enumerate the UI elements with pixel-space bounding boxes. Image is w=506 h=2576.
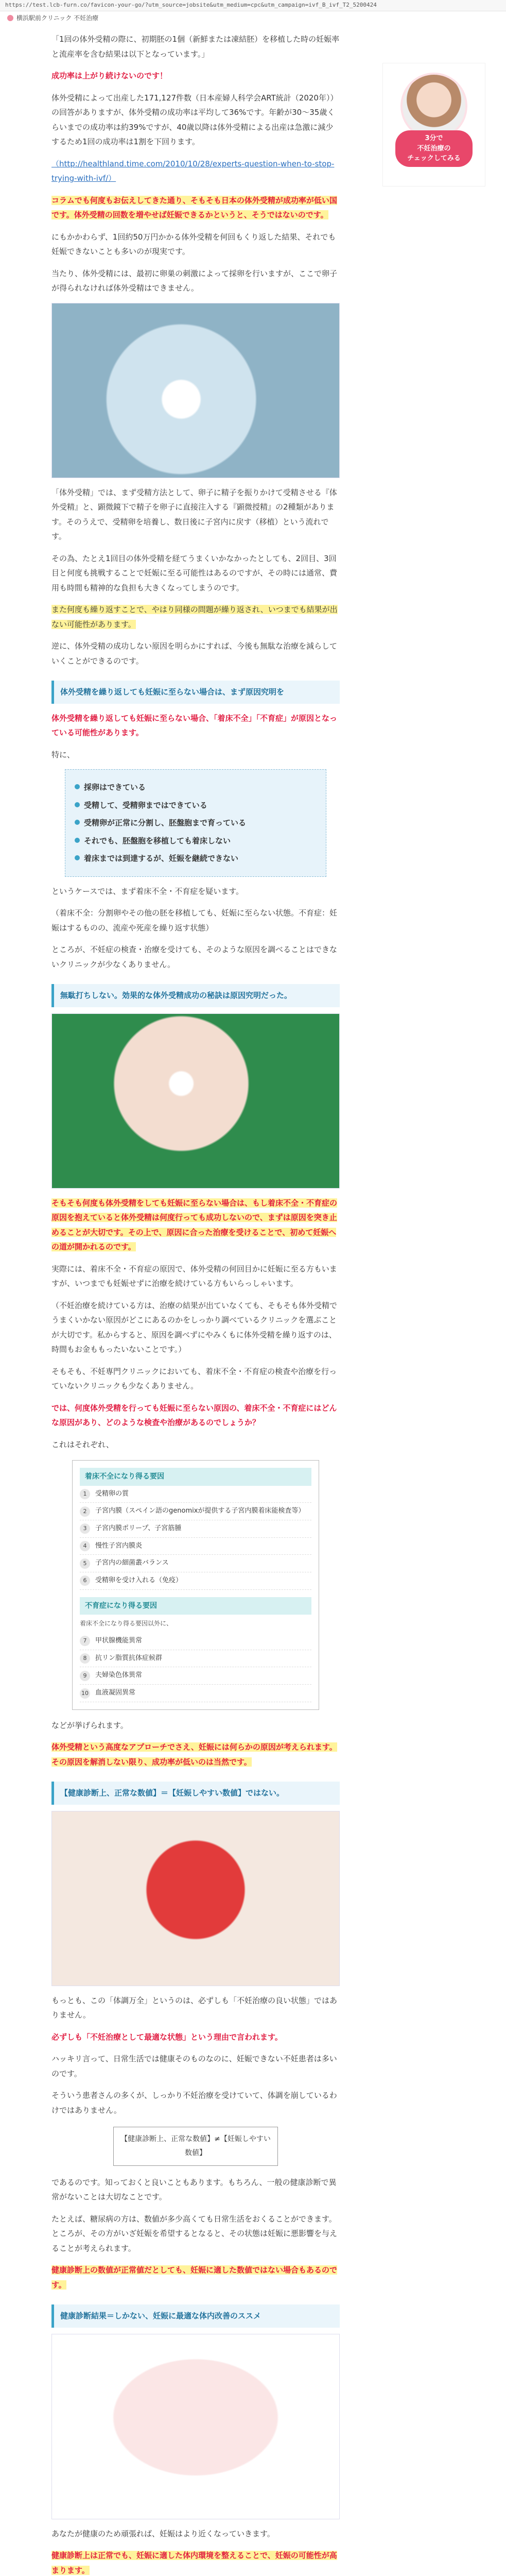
cause-item: 2 子宮内膜（スペイン語のgenomixが提供する子宮内膜着床能検査等） — [80, 1503, 311, 1520]
article-paragraph: 当たり、体外受精には、最初に卵巣の刺激によって採卵を行いますが、ここで卵子が得られなければ体外受精はできません。 — [51, 268, 338, 293]
section-heading: 【健康診断上、正常な数値】＝【妊娠しやすい数値】ではない。 — [51, 1782, 340, 1805]
quote-box: 【健康診断上、正常な数値】≠【妊娠しやすい数値】 — [113, 2127, 278, 2165]
section-heading: 健康診断結果＝しかない、妊娠に最適な体内改善のススメ — [51, 2304, 340, 2328]
ivf-egg-photo — [51, 303, 340, 478]
bullet-icon — [75, 802, 80, 807]
check-badge-card[interactable] — [382, 63, 485, 187]
article-paragraph: その為、たとえ1回目の体外受精を経てうまくいかなかったとしても、2回目、3回目と何度も挑戦することで妊娠に至る可能性はあるのですが、その時には通常、費用も時間も精神的な負担も大きくなってしまうのです。 — [51, 553, 338, 592]
cause-item: 9 夫婦染色体異常 — [80, 1667, 311, 1685]
belly-flower-photo — [51, 1013, 340, 1189]
article-paragraph: ハッキリ言って、日常生活では健康そのものなのに、妊娠できない不妊患者は多いのです。 — [51, 2054, 337, 2078]
article-emphasis: 体外受精を繰り返しても妊娠に至らない場合、「着床不全」「不育症」が原因となっている可能性があります。 — [51, 713, 338, 737]
bullet-icon — [75, 784, 80, 789]
bullet-icon — [75, 820, 80, 825]
sidebar — [382, 63, 485, 187]
check-item: 受精して、受精卵まではできている — [75, 798, 317, 813]
article-paragraph: 実際には、着床不全・不育症の原因で、体外受精の何回目かに妊娠に至る方もいますが、いつまでも妊娠せずに治療を続けている方もいらっしゃいます。 — [51, 1264, 337, 1288]
check-item: 受精卵が正常に分割し、胚盤胞まで育っている — [75, 816, 317, 831]
article-paragraph: あなたが健康のため頑張れば、妊娠はより近くなっていきます。 — [51, 2529, 275, 2538]
article-paragraph: 体外受精によって出産した171,127件数（日本産婦人科学会ART統計（2020年））の回答がありますが、体外受精の成功率は平均して36%です。年齢が30〜35歳くらいまでの成功率は約39%ですが、40歳以降は体外受精による出産は急激に減少するため1回の成功率は1割を下回ります。 — [51, 93, 338, 146]
check-item: 着床までは到達するが、妊娠を継続できない — [75, 851, 317, 866]
cause-list — [80, 1486, 311, 1590]
cause-item: 4 慢性子宮内膜炎 — [80, 1538, 311, 1555]
article-paragraph: もっとも、この「体調万全」というのは、必ずしも「不妊治療の良い状態」ではありません。 — [51, 1995, 338, 2020]
cause-item: 8 抗リン脂質抗体症候群 — [80, 1650, 311, 1668]
cause-item: 5 子宮内の細菌叢バランス — [80, 1555, 311, 1572]
article-emphasis: 必ずしも「不妊治療として最適な状態」という理由で言われます。 — [51, 2032, 283, 2042]
article-highlight: 体外受精という高度なアプローチでさえ、妊娠には何らかの原因が考えられます。その原因を解消しない限り、成功率が低いのは当然です。 — [51, 1742, 337, 1767]
article-paragraph: そういう患者さんの多くが、しっかり不妊治療を受けていて、体調を崩しているわけではありません。 — [51, 2091, 337, 2115]
site-name[interactable]: 横浜駅前クリニック 不妊治療 — [16, 14, 99, 22]
article-paragraph: ところが、不妊症の検査・治療を受けても、そのような原因を調べることはできないクリニックが少なくありません。 — [51, 945, 338, 969]
cause-item: 10 血液凝固異常 — [80, 1685, 311, 1702]
check-item: 採卵はできている — [75, 780, 317, 795]
cause-list — [80, 1633, 311, 1702]
cause-title: 不育症になり得る要因 — [80, 1597, 311, 1615]
cause-item: 1 受精卵の質 — [80, 1486, 311, 1503]
heart-cross-photo — [51, 1811, 340, 1986]
section-heading: 体外受精を繰り返しても妊娠に至らない場合は、まず原因究明を — [51, 681, 340, 704]
article-highlight: コラムでも何度もお伝えしてきた通り、そもそも日本の体外受精が成功率が低い国です。体外受精の回数を増やせば妊娠できるかというと、そうではないのです。 — [51, 195, 337, 219]
article-main — [51, 32, 340, 2576]
browser-url-bar[interactable]: https://test.lcb-furn.co/favicon-your-go/?utm_source=jobsite&utm_medium=cpc&utm_campaign=ivf_B_ivf_T2_5200424 — [0, 0, 506, 11]
cause-title: 着床不全になり得る要因 — [80, 1468, 311, 1486]
page-wrap — [0, 32, 506, 2576]
article-paragraph: （着床不全：分割卵やその他の胚を移植しても、妊娠に至らない状態。不育症：妊娠はするものの、流産や死産を繰り返す状態） — [51, 908, 338, 933]
cause-item: 7 甲状腺機能異常 — [80, 1633, 311, 1650]
article-paragraph: 「体外受精」では、まず受精方法として、卵子に精子を振りかけて受精させる『体外受精』と、顕微鏡下で精子を卵子に直接注入する『顕微授精』の2種類があります。そのうえで、受精卵を培養し、数日後に子宮内に戻す（移植）という流れです。 — [51, 487, 337, 541]
article-paragraph: であるのです。知っておくと良いこともあります。もちろん、一般の健康診断で異常がないことは大切なことです。 — [51, 2177, 337, 2202]
bullet-icon — [75, 855, 80, 860]
cause-item: 3 子宮内膜ポリープ、子宮筋腫 — [80, 1520, 311, 1538]
badge-photo — [400, 73, 467, 140]
article-highlight: そもそも何度も体外受精をしても妊娠に至らない場合は、もし着床不全・不育症の原因を抱えていると体外受精は何度行っても成功しないので、まずは原因を突き止めることが大切です。その上で、原因に合った治療を受けることで、初めて妊娠への道が開かれるのです。 — [51, 1198, 338, 1251]
cause-note: 着床不全になり得る要因以外に、 — [80, 1620, 173, 1628]
check-item: それでも、胚盤胞を移植しても着床しない — [75, 834, 317, 849]
article-emphasis: では、何度体外受精を行っても妊娠に至らない原因の、着床不全・不育症にはどんな原因があり、どのような検査や治療があるのでしょうか？ — [51, 1403, 337, 1427]
section-heading: 無駄打ちしない。効果的な体外受精成功の秘訣は原因究明だった。 — [51, 984, 340, 1007]
article-intro: 「1回の体外受精の際に、初期胚の1個（新鮮または凍結胚）を移植した時の妊娠率と流産率を含む結果は以下となっています。」 — [51, 35, 340, 59]
article-highlight: また何度も繰り返すことで、やはり同様の問題が繰り返され、いつまでも結果が出ない可能性があります。 — [51, 605, 338, 629]
check-badge-label[interactable]: 3分で 不妊治療の チェックしてみる — [395, 130, 473, 167]
cause-item: 6 受精卵を受け入れる（免疫） — [80, 1572, 311, 1590]
article-highlight: 健康診断上は正常でも、妊娠に適した体内環境を整えることで、妊娠の可能性が高まります。 — [51, 2551, 337, 2575]
torso-photo — [51, 2334, 340, 2519]
article-paragraph: たとえば、糖尿病の方は、数値が多少高くても日常生活をおくることができます。ところが、その方がいざ妊娠を希望するとなると、その状態は妊娠に悪影響を与えることが考えられます。 — [51, 2214, 338, 2253]
site-header — [0, 11, 506, 25]
article-paragraph: などが挙げられます。 — [51, 1720, 128, 1730]
article-paragraph: そもそも、不妊専門クリニックにおいても、着床不全・不育症の検査や治療を行っていないクリニックも少なくありません。 — [51, 1366, 337, 1391]
article-paragraph: （不妊治療を続けている方は、治療の結果が出ていなくても、そもそも体外受精でうまくいかない原因がどこにあるのかをしっかり調べているクリニックを選ぶことが大切です。私からすると、原因を調べずにやみくもに体外受精を繰り返すのは、時間もお金ももったいないことです。） — [51, 1300, 338, 1354]
bullet-icon — [75, 838, 80, 843]
article-emphasis: 成功率は上がり続けないのです！ — [51, 71, 168, 80]
article-paragraph: 特に、 — [51, 750, 75, 759]
causes-box — [72, 1460, 319, 1710]
clinic-logo-icon — [7, 15, 13, 21]
source-link[interactable]: （http://healthland.time.com/2010/10/28/experts-question-when-to-stop-trying-with-ivf/） — [51, 159, 335, 183]
article-paragraph: というケースでは、まず着床不全・不育症を疑います。 — [51, 886, 244, 896]
article-paragraph: 逆に、体外受精の成功しない原因を明らかにすれば、今後も無駄な治療を減らしていくことができるのです。 — [51, 641, 338, 666]
article-highlight: 健康診断上の数値が正常値だとしても、妊娠に適した数値ではない場合もあるのです。 — [51, 2265, 338, 2290]
article-paragraph: にもかかわらず、1回約50万円かかる体外受精を何回もくり返した結果、それでも妊娠できないことも多いのが現実です。 — [51, 232, 336, 256]
article-paragraph: これはそれぞれ、 — [51, 1439, 114, 1449]
check-list — [65, 769, 326, 877]
